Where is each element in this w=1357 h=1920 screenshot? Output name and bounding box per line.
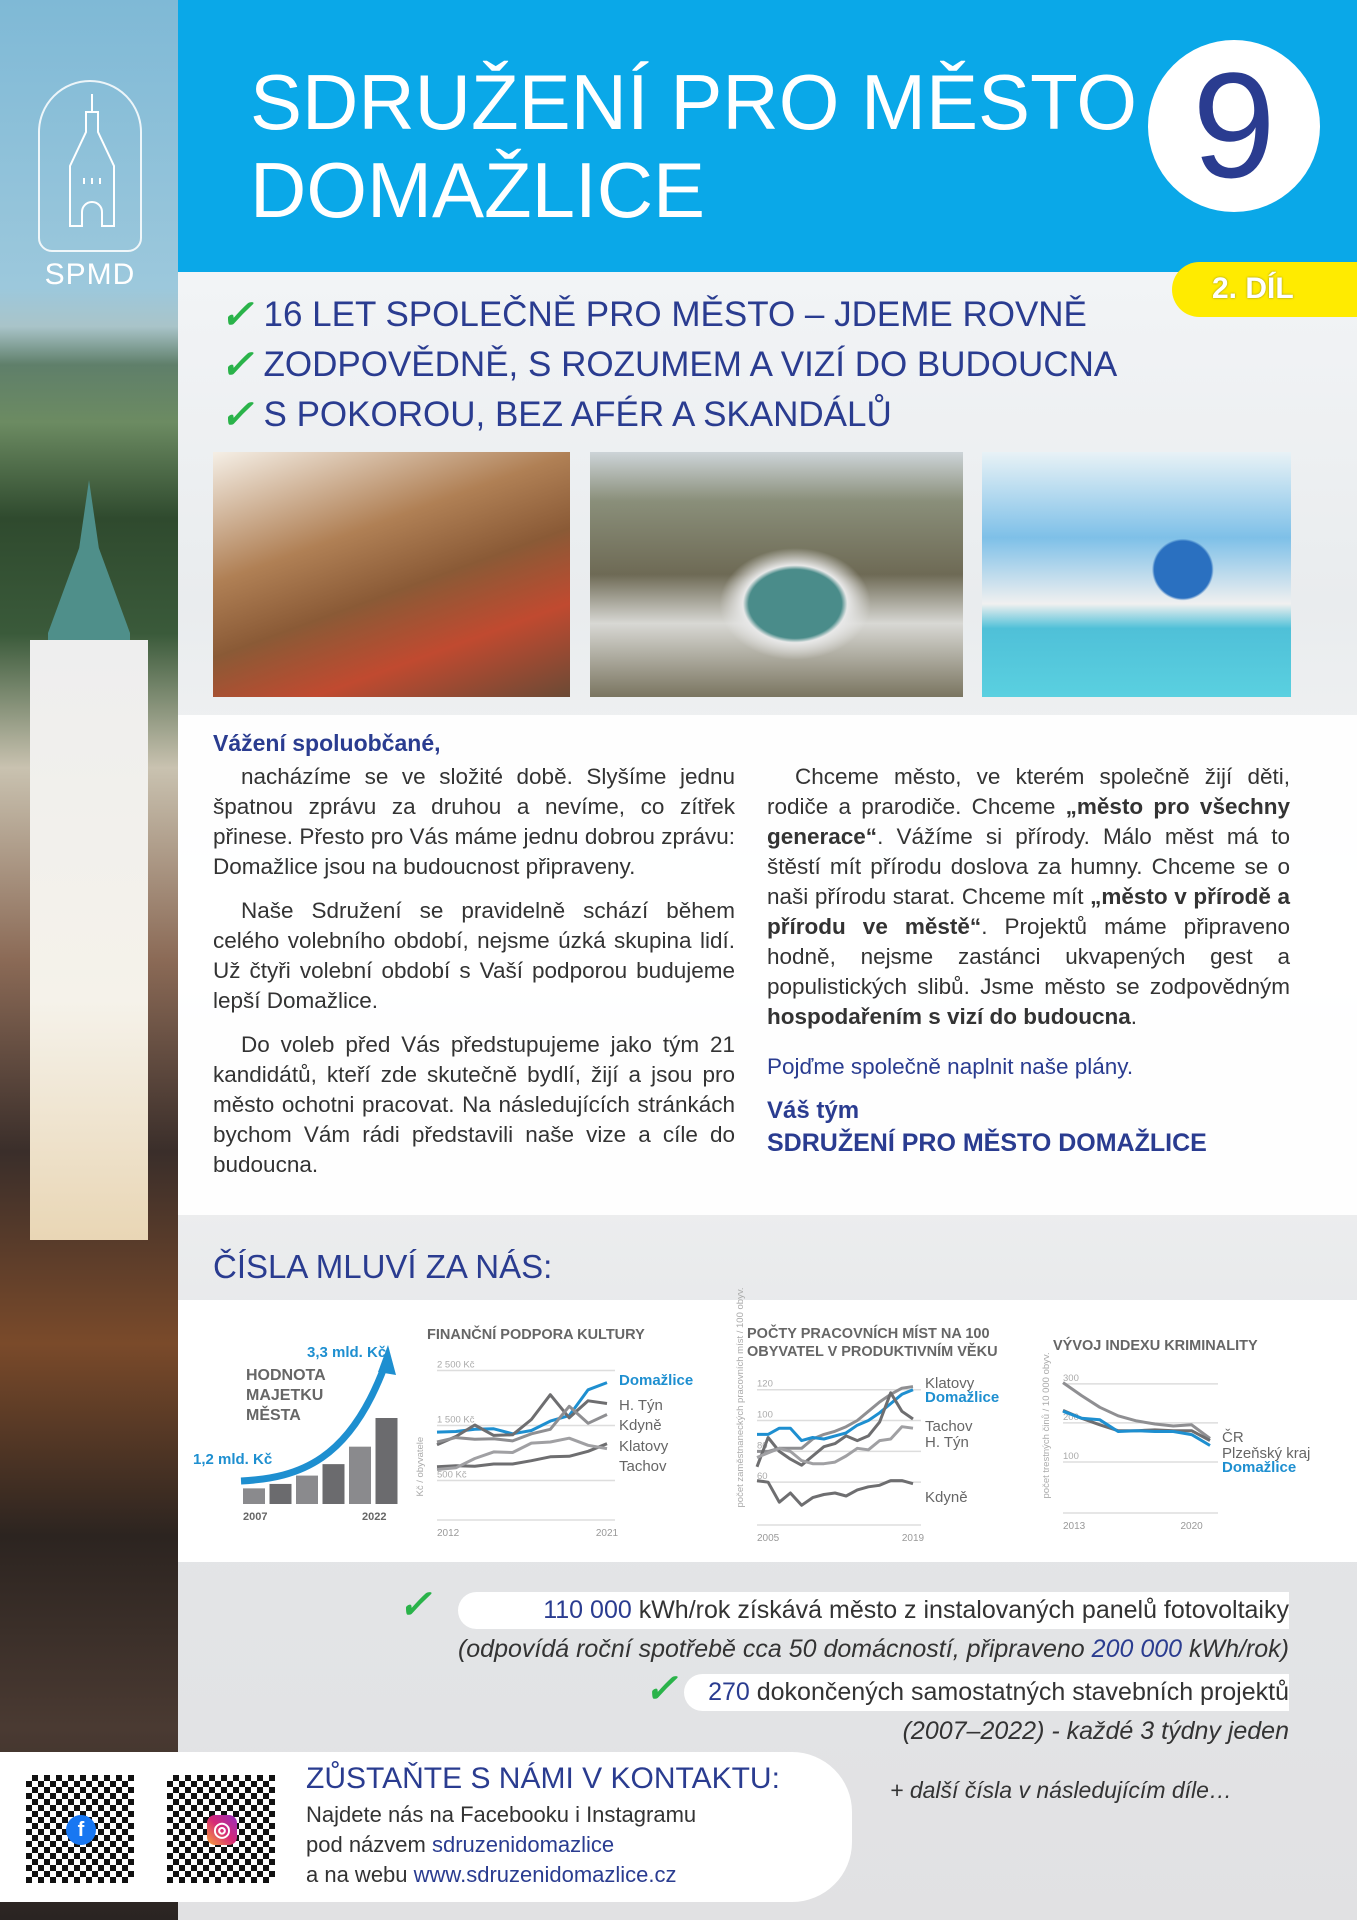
text: . Projektů máme připraveno hodně, nejsme zastánci ukvapených gest a populistických slibů. Jsme město se zodpovědným <box>767 914 1290 999</box>
stat-note: (odpovídá roční spotřebě cca 50 domácností, připraveno <box>457 1635 1092 1663</box>
series-line-Kdyně <box>757 1481 913 1506</box>
y-tick-label: 120 <box>757 1378 773 1390</box>
check-icon: ✓ <box>220 393 254 437</box>
paragraph: nacházíme se ve složité době. Slyšíme jednu špatnou zprávu za druhou a nevíme, co zítřek přinese. Přesto pro Vás máme jednu dobrou zprávu: Domažlice jsou na budoucnost připraveny. <box>213 764 735 879</box>
stat-solar <box>397 1583 1289 1664</box>
chart-title: MAJETKU <box>246 1387 324 1404</box>
stat-text: kWh/rok získává město z instalovaných panelů fotovoltaiky <box>631 1596 1289 1624</box>
contact-line: Najdete nás na Facebooku i Instagramu <box>306 1802 697 1827</box>
stat-note: kWh/rok) <box>1182 1635 1289 1663</box>
greeting: Vážení spoluobčané, <box>213 730 441 756</box>
text: Chceme město, ve kterém společně žijí děti, rodiče a prarodiče. Chceme <box>767 764 1290 819</box>
bar <box>376 1418 398 1504</box>
x-tick-label: 2020 <box>1180 1521 1203 1532</box>
chart-title: FINANČNÍ PODPORA KULTURY <box>427 1327 645 1343</box>
stat-number: 110 000 <box>543 1596 632 1624</box>
signature-name: SDRUŽENÍ PRO MĚSTO DOMAŽLICE <box>767 1129 1207 1157</box>
y-axis-label: Kč / obyvatele <box>415 1436 426 1497</box>
instagram-qr-code[interactable] <box>167 1775 275 1883</box>
x-tick-label: 2012 <box>437 1528 460 1539</box>
facebook-qr-code[interactable] <box>26 1775 134 1883</box>
part-badge: 2. DÍL <box>1172 262 1357 317</box>
issue-number-badge: 9 <box>1148 40 1320 212</box>
tick-label: 2022 <box>362 1511 387 1523</box>
signature-team: Váš tým <box>767 1097 860 1124</box>
bar <box>323 1464 345 1504</box>
title-line-1: SDRUŽENÍ PRO MĚSTO <box>250 58 1137 146</box>
bar <box>270 1484 292 1504</box>
stat-projects <box>644 1667 1289 1746</box>
x-tick-label: 2013 <box>1063 1521 1086 1532</box>
chart-title: HODNOTA <box>246 1367 326 1384</box>
website-link[interactable]: www.sdruzenidomazlice.cz <box>413 1862 677 1887</box>
bold-text: hospodařením s vizí do budoucna <box>767 1004 1131 1029</box>
legend-label: H. Týn <box>619 1397 663 1414</box>
chart-title: OBYVATEL V PRODUKTIVNÍM VĚKU <box>747 1344 998 1360</box>
text: . Vážíme si přírody. Málo měst má to štěstí mít přírodu doslova za humny. Chceme se o naši přírodu starat. Chceme mít <box>767 824 1290 909</box>
y-tick-label: 200 <box>1063 1411 1079 1423</box>
series-line-Domažlice <box>1063 1411 1210 1445</box>
contact-title: ZŮSTAŇTE S NÁMI V KONTAKTU: <box>306 1762 780 1795</box>
y-tick-label: 100 <box>1063 1450 1079 1462</box>
legend-label: Tachov <box>619 1458 667 1475</box>
bar <box>296 1476 318 1504</box>
text: . <box>1130 1004 1138 1029</box>
chart-title: MĚSTA <box>246 1407 301 1424</box>
start-label: 1,2 mld. Kč <box>193 1451 273 1468</box>
y-tick-label: 300 <box>1063 1372 1079 1384</box>
bold-text: „město pro všechny generace“ <box>767 794 1290 849</box>
legend-label: Plzeňský kraj <box>1222 1445 1311 1462</box>
slogan-text: 16 LET SPOLEČNĚ PRO MĚSTO – JDEME ROVNĚ <box>263 295 1087 334</box>
y-tick-label: 60 <box>757 1471 768 1483</box>
contact-line <box>306 1862 677 1888</box>
check-icon: ✓ <box>397 1583 432 1627</box>
bold-text: „město v přírodě a přírodu ve městě“ <box>767 884 1291 939</box>
social-handle-link[interactable]: sdruzenidomazlice <box>431 1832 615 1857</box>
y-tick-label: 80 <box>757 1440 768 1452</box>
y-tick-label: 1 500 Kč <box>437 1414 475 1426</box>
y-axis-label: počet zaměstnaneckých pracovních míst / 100 obyv. <box>735 1287 746 1508</box>
check-icon: ✓ <box>644 1667 678 1711</box>
instagram-icon: ◎ <box>207 1815 237 1845</box>
y-axis-label: počet trestných činů / 10 000 obyv. <box>1041 1352 1052 1499</box>
legend-label: Tachov <box>925 1418 973 1435</box>
stat-number: 270 <box>708 1678 750 1706</box>
bar <box>243 1488 265 1504</box>
slogan-text: S POKOROU, BEZ AFÉR A SKANDÁLŮ <box>263 395 892 434</box>
x-tick-label: 2021 <box>595 1528 619 1539</box>
contact-line <box>306 1832 614 1858</box>
legend-label: Kdyně <box>925 1489 968 1506</box>
title-line-2: DOMAŽLICE <box>250 146 706 234</box>
text: pod názvem <box>306 1832 432 1857</box>
check-icon: ✓ <box>220 343 254 387</box>
y-tick-label: 500 Kč <box>437 1469 467 1481</box>
legend-label: H. Týn <box>925 1434 969 1451</box>
stat-note: (2007–2022) - každé 3 týdny jeden <box>902 1717 1289 1745</box>
facebook-icon: f <box>66 1815 96 1845</box>
chart-title: VÝVOJ INDEXU KRIMINALITY <box>1053 1338 1258 1354</box>
legend-label: Klatovy <box>925 1375 975 1392</box>
paragraph: Naše Sdružení se pravidelně schází během celého volebního období, nejsme úzká skupina lidí. Už čtyři volební období s Vaší podporou budujeme lepší Domažlice. <box>213 898 735 1013</box>
y-tick-label: 2 500 Kč <box>437 1359 475 1371</box>
closing-line: Pojďme společně naplnit naše plány. <box>767 1054 1134 1079</box>
x-tick-label: 2005 <box>757 1533 780 1544</box>
legend-label: Domažlice <box>925 1389 1000 1406</box>
y-tick-label: 100 <box>757 1409 773 1421</box>
chart-title: POČTY PRACOVNÍCH MÍST NA 100 <box>747 1326 990 1342</box>
legend-label: Kdyně <box>619 1417 662 1434</box>
text: a na webu <box>306 1862 414 1887</box>
legend-label: ČR <box>1222 1429 1244 1446</box>
bar <box>349 1447 371 1504</box>
end-label: 3,3 mld. Kč <box>307 1344 387 1361</box>
logo-text: SPMD <box>44 258 136 291</box>
paragraph: Do voleb před Vás předstupujeme jako tým 21 kandidátů, kteří zde skutečně bydlí, žijí a jsou pro město ochotni pracovat. Na následujících stránkách bychom Vám rádi představili naše vize a cíle do budoucna. <box>213 1032 735 1177</box>
stat-text: dokončených samostatných stavebních projektů <box>749 1678 1289 1706</box>
numbers-heading: ČÍSLA MLUVÍ ZA NÁS: <box>213 1248 553 1285</box>
check-icon: ✓ <box>220 293 254 337</box>
tick-label: 2007 <box>243 1511 268 1523</box>
x-tick-label: 2019 <box>901 1533 925 1544</box>
legend-label: Domažlice <box>1222 1459 1297 1476</box>
legend-label: Klatovy <box>619 1438 669 1455</box>
slogan-text: ZODPOVĚDNĚ, S ROZUMEM A VIZÍ DO BUDOUCNA <box>263 345 1118 384</box>
legend-label: Domažlice <box>619 1372 694 1389</box>
stat-note-number: 200 000 <box>1091 1635 1183 1663</box>
more-numbers-note: + další čísla v následujícím díle… <box>890 1777 1232 1803</box>
